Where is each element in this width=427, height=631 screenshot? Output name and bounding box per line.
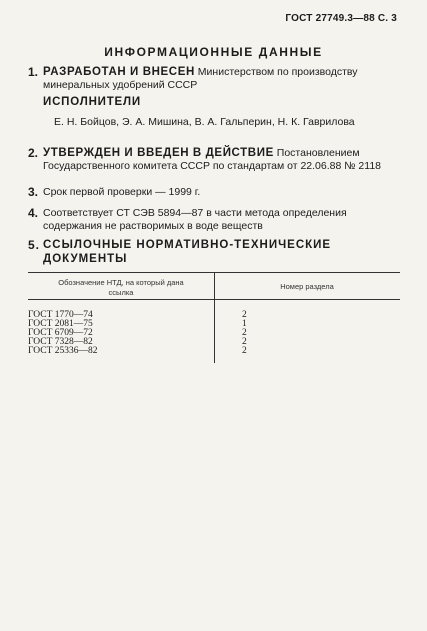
row-section: 2 [242, 310, 247, 320]
item-number: 5. [28, 238, 41, 252]
item-text: Постановлением Государственного комитета СССР по стандартам от 22.06.88 № 2118 [43, 147, 382, 172]
table-header-section: Номер раздела [280, 282, 334, 291]
row-doc: ГОСТ 2081—75 [28, 319, 93, 329]
item-number: 4. [28, 206, 39, 220]
table-row [28, 347, 400, 356]
item-bold-heading: ССЫЛОЧНЫЕ НОРМАТИВНО-ТЕХНИЧЕСКИЕ ДОКУМЕНТЫ [43, 239, 332, 265]
row-doc: ГОСТ 6709—72 [28, 328, 93, 338]
info-item-5 [28, 238, 400, 266]
row-section: 2 [242, 328, 247, 338]
row-doc: ГОСТ 7328—82 [28, 337, 93, 347]
info-item-1 [28, 66, 400, 92]
info-item-4 [28, 207, 400, 233]
row-doc: ГОСТ 25336—82 [28, 346, 98, 356]
row-section: 2 [242, 337, 247, 347]
item-bold-heading: УТВЕРЖДЕН И ВВЕДЕН В ДЕЙСТВИЕ [43, 147, 274, 159]
table-header-doc: Обозначение НТД, на который дана ссылка [58, 278, 184, 297]
item-number: 3. [28, 185, 39, 199]
row-section: 2 [242, 346, 247, 356]
references-table [28, 272, 400, 364]
page-header: ГОСТ 27749.3—88 С. 3 [285, 13, 397, 24]
item-text: Соответствует СТ СЭВ 5894—87 в части метода определения содержания не растворимых в воде веществ [43, 207, 347, 232]
item-bold-heading: РАЗРАБОТАН И ВНЕСЕН [43, 66, 195, 78]
executors-heading: ИСПОЛНИТЕЛИ [43, 96, 141, 108]
item-text: Министерством по производству минеральных удобрений СССР [43, 66, 358, 91]
item-number: 1. [28, 65, 39, 79]
info-item-2 [28, 147, 400, 173]
item-text: Срок первой проверки — 1999 г. [43, 186, 201, 198]
item-number: 2. [28, 146, 39, 160]
row-doc: ГОСТ 1770—74 [28, 310, 93, 320]
info-item-3 [28, 186, 400, 199]
executors-names: Е. Н. Бойцов, Э. А. Мишина, В. А. Гальперин, Н. К. Гаврилова [54, 116, 355, 128]
section-title: ИНФОРМАЦИОННЫЕ ДАННЫЕ [104, 45, 323, 59]
row-section: 1 [242, 319, 247, 329]
